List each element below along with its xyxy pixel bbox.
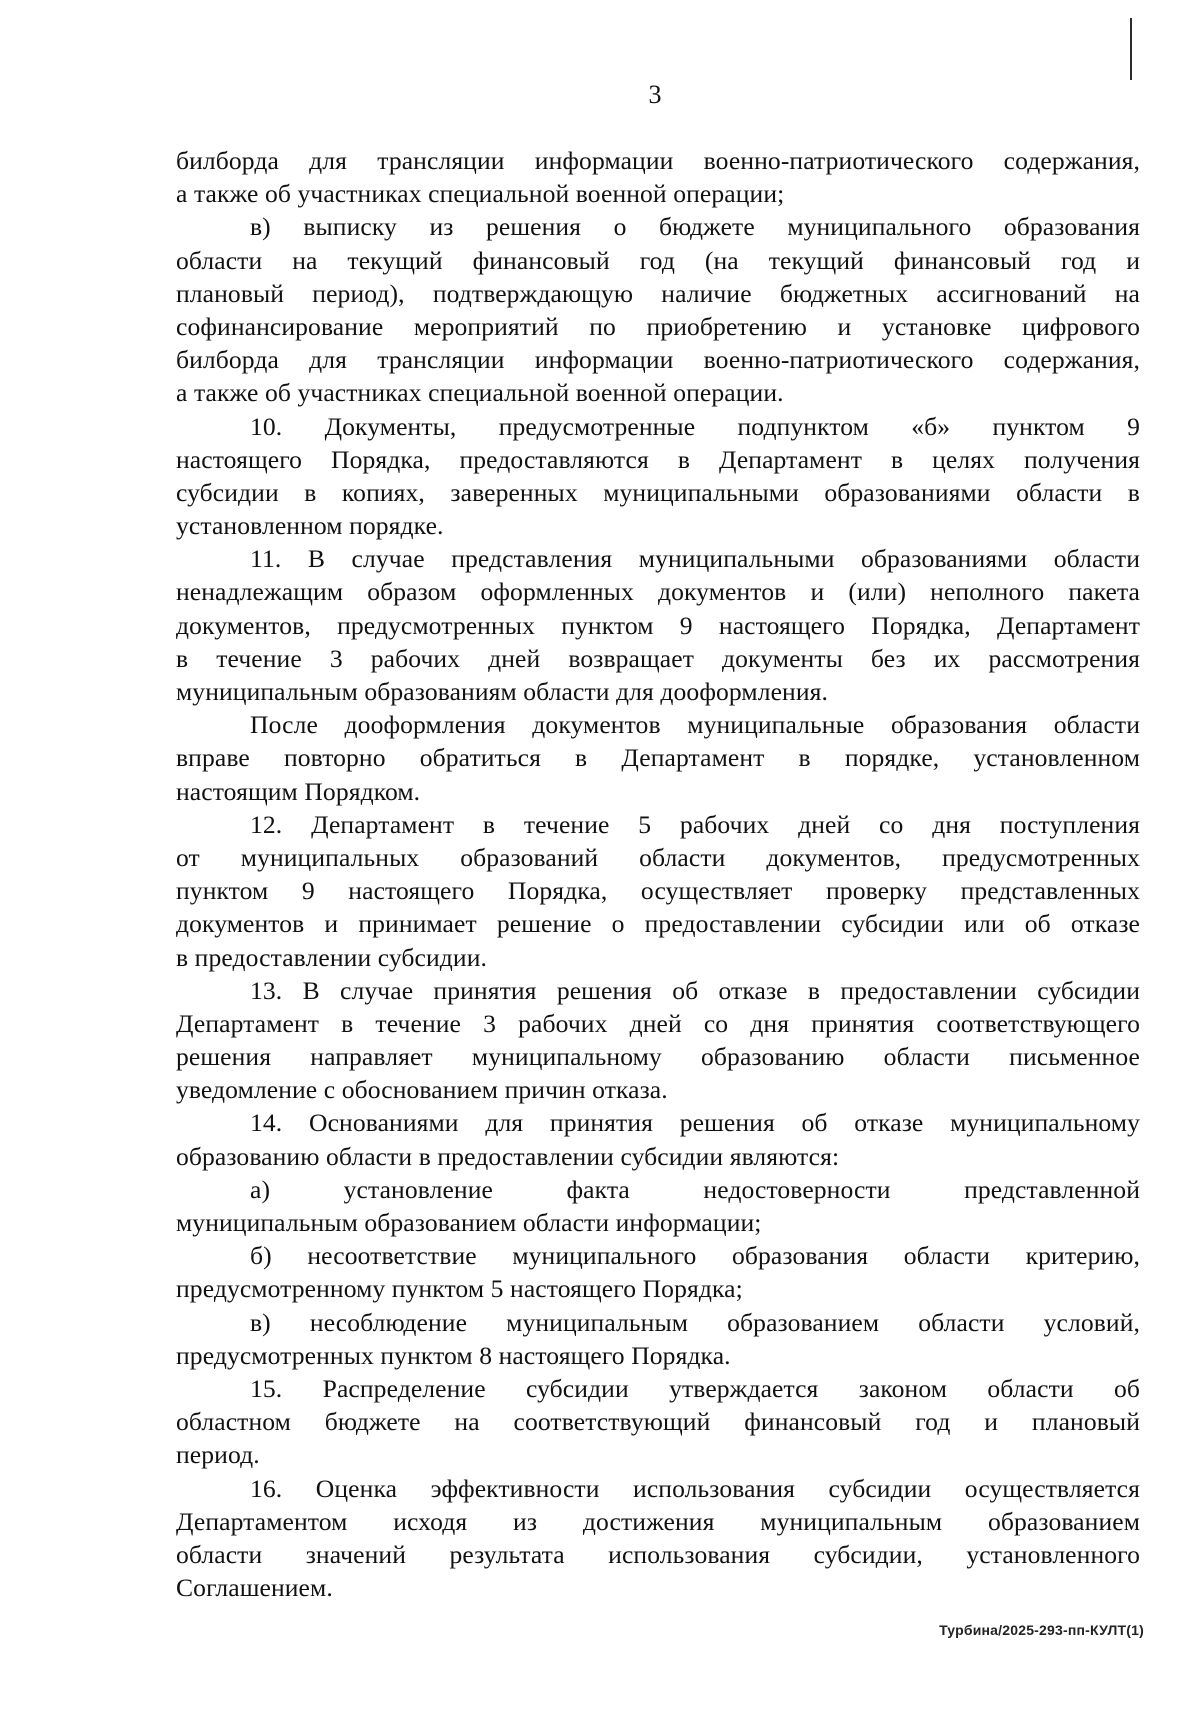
paragraph (176, 210, 1140, 409)
text-line: в течение 3 рабочих дней возвращает документы без их рассмотрения (176, 643, 1140, 673)
paragraph (176, 144, 1140, 210)
text-line: вправе повторно обратиться в Департамент в порядке, установленном (176, 743, 1140, 773)
text-line: плановый период), подтверждающую наличие бюджетных ассигнований на (176, 278, 1140, 308)
paragraph (176, 410, 1140, 543)
text-line: предусмотренному пунктом 5 настоящего Порядка; (176, 1274, 743, 1304)
text-line: а также об участниках специальной военной операции; (176, 179, 785, 209)
text-line: б) несоответствие муниципального образования области критерию, (250, 1241, 1140, 1271)
text-line: установленном порядке. (176, 511, 444, 541)
text-line: 16. Оценка эффективности использования субсидии осуществляется (250, 1473, 1140, 1503)
paragraph (176, 1472, 1140, 1605)
text-line: областном бюджете на соответствующий финансовый год и плановый (176, 1407, 1140, 1437)
text-line: области значений результата использования субсидии, установленного (176, 1539, 1140, 1569)
text-line: 13. В случае принятия решения об отказе в предоставлении субсидии (250, 975, 1140, 1005)
text-line: а) установление факта недостоверности представленной (250, 1174, 1140, 1204)
paragraph (176, 542, 1140, 708)
document-body (176, 144, 1140, 1604)
text-line: субсидии в копиях, заверенных муниципальными образованиями области в (176, 477, 1140, 507)
text-line: муниципальным образованием области информации; (176, 1208, 762, 1237)
text-line: области на текущий финансовый год (на текущий финансовый год и (176, 245, 1140, 275)
text-line: предусмотренных пунктом 8 настоящего Порядка. (176, 1340, 731, 1370)
text-line: 14. Основаниями для принятия решения об отказе муниципальному (250, 1108, 1140, 1138)
text-line: 10. Документы, предусмотренные подпунктом «б» пунктом 9 (250, 411, 1140, 441)
paragraph (176, 1239, 1140, 1305)
text-line: Департаментом исходя из достижения муниципальным образованием (176, 1506, 1140, 1536)
paragraph (176, 808, 1140, 974)
text-line: Соглашением. (176, 1573, 333, 1603)
text-line: пунктом 9 настоящего Порядка, осуществляет проверку представленных (176, 876, 1140, 906)
text-line: решения направляет муниципальному образованию области письменное (176, 1042, 1140, 1072)
text-line: от муниципальных образований области документов, предусмотренных (176, 842, 1140, 872)
paragraph (176, 1106, 1140, 1172)
paragraph (176, 1173, 1140, 1239)
text-line: муниципальным образованиям области для дооформления. (176, 677, 829, 706)
text-line: 15. Распределение субсидии утверждается законом области об (250, 1373, 1140, 1403)
text-line: а также об участниках специальной военной операции. (176, 378, 784, 408)
text-line: билборда для трансляции информации военно-патриотического содержания, (176, 146, 1140, 175)
text-line: После дооформления документов муниципальные образования области (250, 710, 1140, 740)
text-line: в предоставлении субсидии. (176, 942, 488, 972)
text-line: уведомление с обоснованием причин отказа. (176, 1075, 668, 1105)
document-code: Турбина/2025-293-пп-КУЛТ(1) (939, 1622, 1144, 1638)
text-line: период. (176, 1440, 260, 1470)
text-line: настоящим Порядком. (176, 776, 421, 806)
text-line: 11. В случае представления муниципальными образованиями области (250, 544, 1140, 574)
text-line: в) несоблюдение муниципальным образованием области условий, (250, 1307, 1140, 1337)
text-line: в) выписку из решения о бюджете муниципального образования (250, 212, 1140, 242)
text-line: образованию области в предоставлении субсидии являются: (176, 1141, 840, 1171)
text-line: ненадлежащим образом оформленных документов и (или) неполного пакета (176, 577, 1140, 607)
paragraph (176, 1306, 1140, 1372)
text-line: Департамент в течение 3 рабочих дней со дня принятия соответствующего (176, 1008, 1140, 1038)
text-line: настоящего Порядка, предоставляются в Департамент в целях получения (176, 444, 1140, 474)
text-line: документов и принимает решение о предоставлении субсидии или об отказе (176, 909, 1140, 939)
text-line: 12. Департамент в течение 5 рабочих дней со дня поступления (250, 809, 1140, 839)
paragraph (176, 708, 1140, 808)
text-line: софинансирование мероприятий по приобретению и установке цифрового (176, 311, 1140, 341)
text-line: билборда для трансляции информации военно-патриотического содержания, (176, 345, 1140, 375)
text-line: документов, предусмотренных пунктом 9 настоящего Порядка, Департамент (176, 610, 1140, 640)
paragraph (176, 1372, 1140, 1472)
page-number: 3 (648, 80, 662, 109)
scan-edge-mark (1130, 18, 1132, 80)
paragraph (176, 974, 1140, 1107)
